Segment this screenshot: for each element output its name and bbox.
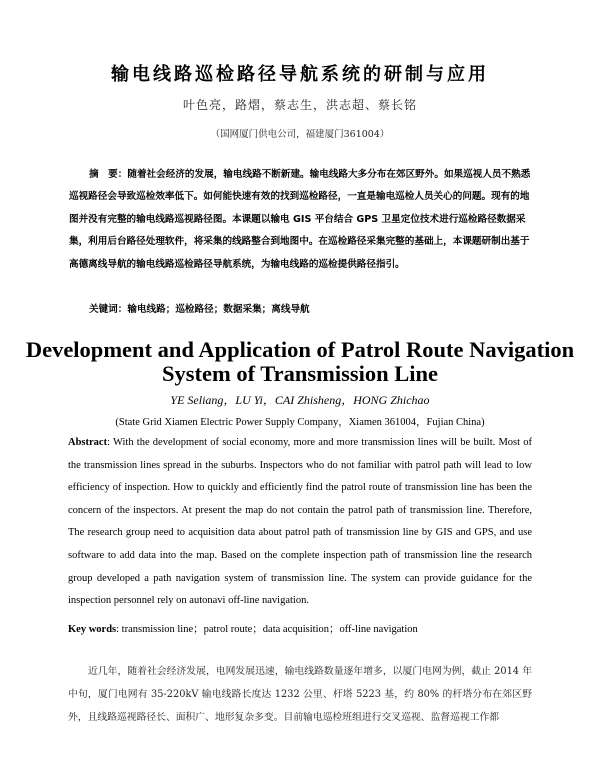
english-keywords xyxy=(68,620,532,640)
chinese-keywords-text: 输电线路；巡检路径；数据采集；离线导航 xyxy=(127,304,310,315)
body-paragraph: 近几年，随着社会经济发展，电网发展迅速，输电线路数量逐年增多，以厦门电网为例，截止 2014 年中旬，厦门电网有 35-220kV 输电线路长度达 1232 公里、杆塔 5223 基，约 80% 的杆塔分布在郊区野外，且线路巡视路径长、面积广、地形复杂多变。目前输电巡检班组进行交叉巡视、监督巡视工作都 xyxy=(68,666,532,723)
english-abstract xyxy=(68,432,532,613)
chinese-keywords xyxy=(89,300,529,320)
chinese-authors: 叶色亮，路熠，蔡志生，洪志超、蔡长铭 xyxy=(182,98,417,112)
english-keywords-text: : transmission line；patrol route；data acquisition；off-line navigation xyxy=(116,624,418,635)
chinese-keywords-label: 关键词： xyxy=(89,304,128,315)
english-title: Development and Application of Patrol Route Navigation System of Transmission Line xyxy=(25,337,575,386)
english-abstract-label: Abstract xyxy=(68,437,108,448)
english-keywords-label: Key words xyxy=(68,624,117,635)
english-authors: YE Seliang，LU Yi，CAI Zhisheng，HONG Zhichao xyxy=(170,393,430,407)
english-abstract-text: : With the development of social economy, more and more transmission lines will be built. Most of the transmission lines spread in the suburbs. Inspectors who do not familiar with patrol path will lead to low efficiency of inspection. How to quickly and efficiently find the patrol route of transmission line has been the concern of the inspectors. At present the map do not contain the patrol path of transmission line. Therefore, The research group need to acquisition data about patrol path of transmission line by GIS and GPS, and use software to add data into the map. Based on the complete inspection path of transmission line the research group developed a path navigation system of transmission line. The system can provide guidance for the inspection personnel rely on autonavi off-line navigation. xyxy=(68,437,532,607)
chinese-abstract-label: 摘 要： xyxy=(89,169,128,180)
chinese-abstract xyxy=(69,164,531,276)
chinese-affiliation: （国网厦门供电公司，福建厦门361004） xyxy=(210,129,390,140)
english-affiliation: (State Grid Xiamen Electric Power Supply Company，Xiamen 361004，Fujian China) xyxy=(115,417,485,428)
chinese-title: 输电线路巡检路径导航系统的研制与应用 xyxy=(111,64,489,85)
chinese-abstract-text: 随着社会经济的发展，输电线路不断新建。输电线路大多分布在郊区野外。如果巡视人员不熟悉巡视路径会导致巡检效率低下。如何能快速有效的找到巡检路径，一直是输电巡检人员关心的问题。现有的地图并没有完整的输电线路巡视路径图。本课题以输电 GIS 平台结合 GPS 卫星定位技术进行巡检路径数据采集，利用后台路径处理软件，将采集的线路整合到地图中。在巡检路径采集完整的基础上，本课题研制出基于高德离线导航的输电线路巡检路径导航系统，为输电线路的巡检提供路径指引。 xyxy=(69,169,531,270)
